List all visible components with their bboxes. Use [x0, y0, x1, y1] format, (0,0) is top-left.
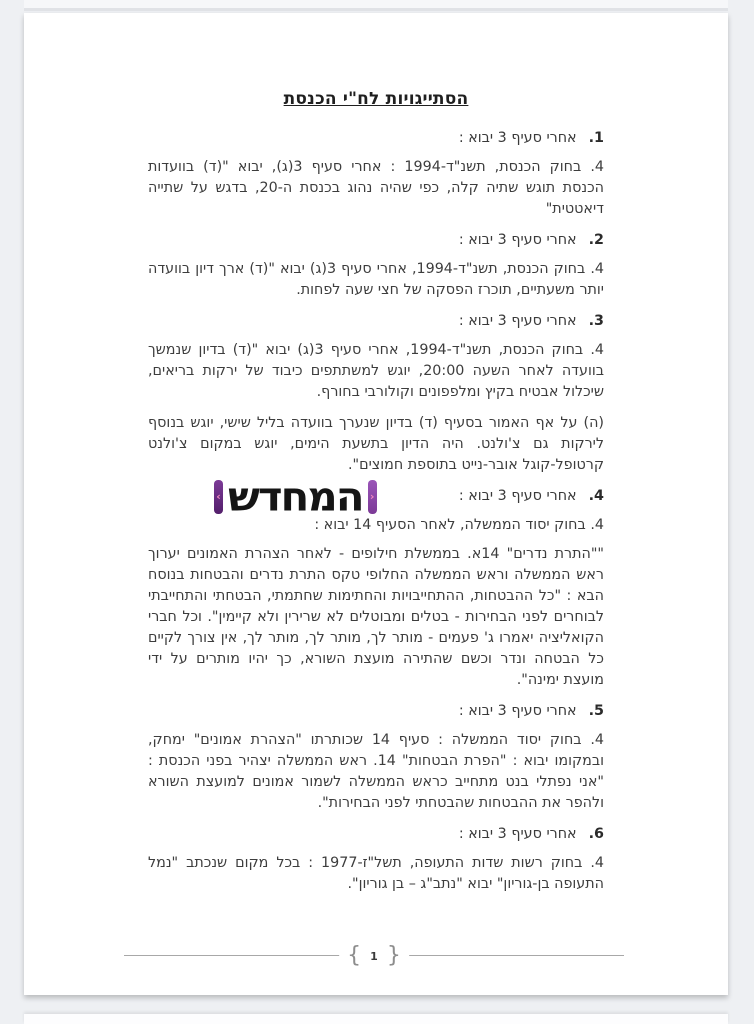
next-page-top-edge [24, 1014, 728, 1024]
page-number: 1 [370, 949, 378, 963]
item-header [148, 701, 604, 722]
list-item-2 [148, 230, 604, 301]
item-header-text: אחרי סעיף 3 יבוא : [458, 313, 577, 329]
item-number: 3. [588, 313, 604, 329]
item-header-text: אחרי סעיף 3 יבוא : [458, 826, 577, 842]
item-number: 5. [588, 703, 604, 719]
paragraph: 4. בחוק רשות שדות התעופה, תשל"ז-1977 : בכל מקום שנכתב "נמל התעופה בן-גוריון" יבוא "נתב"ג – בן גוריון". [148, 855, 604, 892]
item-number: 1. [588, 130, 604, 146]
chevron-right-icon: › [369, 490, 375, 503]
list-item-6 [148, 824, 604, 895]
paragraph: 4. בחוק יסוד הממשלה : סעיף 14 שכותרתו "הצהרת אמונים" ימחק, ובמקומו יבוא : "הפרת הבטחות" 14. ראש הממשלה יצהיר בפני הכנסת : "אני נפתלי בנט מתחייב כראש הממשלה לשמור אמונים למועצת השורא ולהפר את ההבטחות שהבטחתי לפני הבחירות". [148, 732, 604, 811]
paragraph: 4. בחוק הכנסת, תשנ"ד-1994, אחרי סעיף 3(ג) יבוא "(ד) ארך דיון בוועדה יותר משעתיים, תוכרז הפסקה של חצי שעה לפחות. [148, 261, 604, 298]
item-number: 6. [588, 826, 604, 842]
item-header-text: אחרי סעיף 3 יבוא : [458, 232, 577, 248]
list-item-3 [148, 311, 604, 476]
item-header [148, 311, 604, 332]
item-header [148, 472, 604, 520]
logo-left-bar [214, 480, 223, 514]
paragraph: 4. בחוק הכנסת, תשנ"ד-1994, אחרי סעיף 3(ג) יבוא "(ד) בדיון שנמשך בוועדה לאחר השעה 20:00, יוגש למשתתפים כיבוד של ירקות בריאים, שיכלול אבטיח בקיץ ומלפפונים וקולורבי בחורף. [148, 342, 604, 400]
item-header [148, 230, 604, 251]
item-number: 4. [588, 488, 604, 504]
paragraph: 4. בחוק יסוד הממשלה, לאחר הסעיף 14 יבוא : [314, 517, 604, 533]
document-content [148, 13, 604, 895]
chevron-left-icon: ‹ [216, 490, 221, 503]
footer-divider [124, 943, 624, 968]
paragraph: (ה) על אף האמור בסעיף (ד) בדיון שנערך בוועדה בליל שישי, יוגש בנוסף לירקות גם צ'ולנט. היה הדיון בתשעת הימים, יוגש במקום צ'ולנט קרטופל-קוגל אובר-נייט בתוספת חמוצים". [148, 415, 604, 473]
item-header [148, 128, 604, 149]
paragraph: ""התרת נדרים" 14א. בממשלת חילופים - לאחר הצהרת האמונים יערוך ראש הממשלה וראש הממשלה החלופי טקס התרת נדרים והבטחות בנוסח הבא : "כל ההבטחות, ההתחייבויות והחתימות שחתמתי, הבטחתי והתחייבתי לבוחרים לפני הבחירות - בטלים ומבוטלים לא שרירין ולא קיימין". וכל חברי הקואליציה יאמרו ג' פעמים - מותר לך, מותר לך, מותר לך, אין צורך לקיים כל הבטחה ונדר וכשם שהתירה מועצת השורא, כך יהיו מותרים על ידי מועצת ימינה". [148, 546, 604, 688]
item-header-text: אחרי סעיף 3 יבוא : [458, 488, 577, 504]
item-header [148, 824, 604, 845]
document-page [24, 13, 728, 995]
previous-page-bottom-edge [24, 0, 728, 11]
item-header-text: אחרי סעיף 3 יבוא : [458, 703, 577, 719]
item-number: 2. [588, 232, 604, 248]
list-item-4 [148, 472, 604, 691]
logo-text: המחדש [228, 472, 363, 520]
hamechadash-logo [214, 472, 377, 520]
logo-right-bar [368, 480, 377, 514]
list-item-1 [148, 128, 604, 220]
paragraph: 4. בחוק הכנסת, תשנ"ד-1994 : אחרי סעיף 3(ג), יבוא "(ד) בוועדות הכנסת תוגש שתיה קלה, כפי שהיה נהוג בכנסת ה-20, בדגש על שתייה דיאטטית" [148, 159, 604, 217]
item-header-text: אחרי סעיף 3 יבוא : [458, 130, 577, 146]
right-brace-ornament: } [386, 943, 401, 968]
page-title: הסתייגויות לח"י הכנסת [283, 89, 469, 109]
list-item-5 [148, 701, 604, 814]
page-number-badge [339, 945, 409, 967]
left-brace-ornament: { [347, 943, 362, 968]
